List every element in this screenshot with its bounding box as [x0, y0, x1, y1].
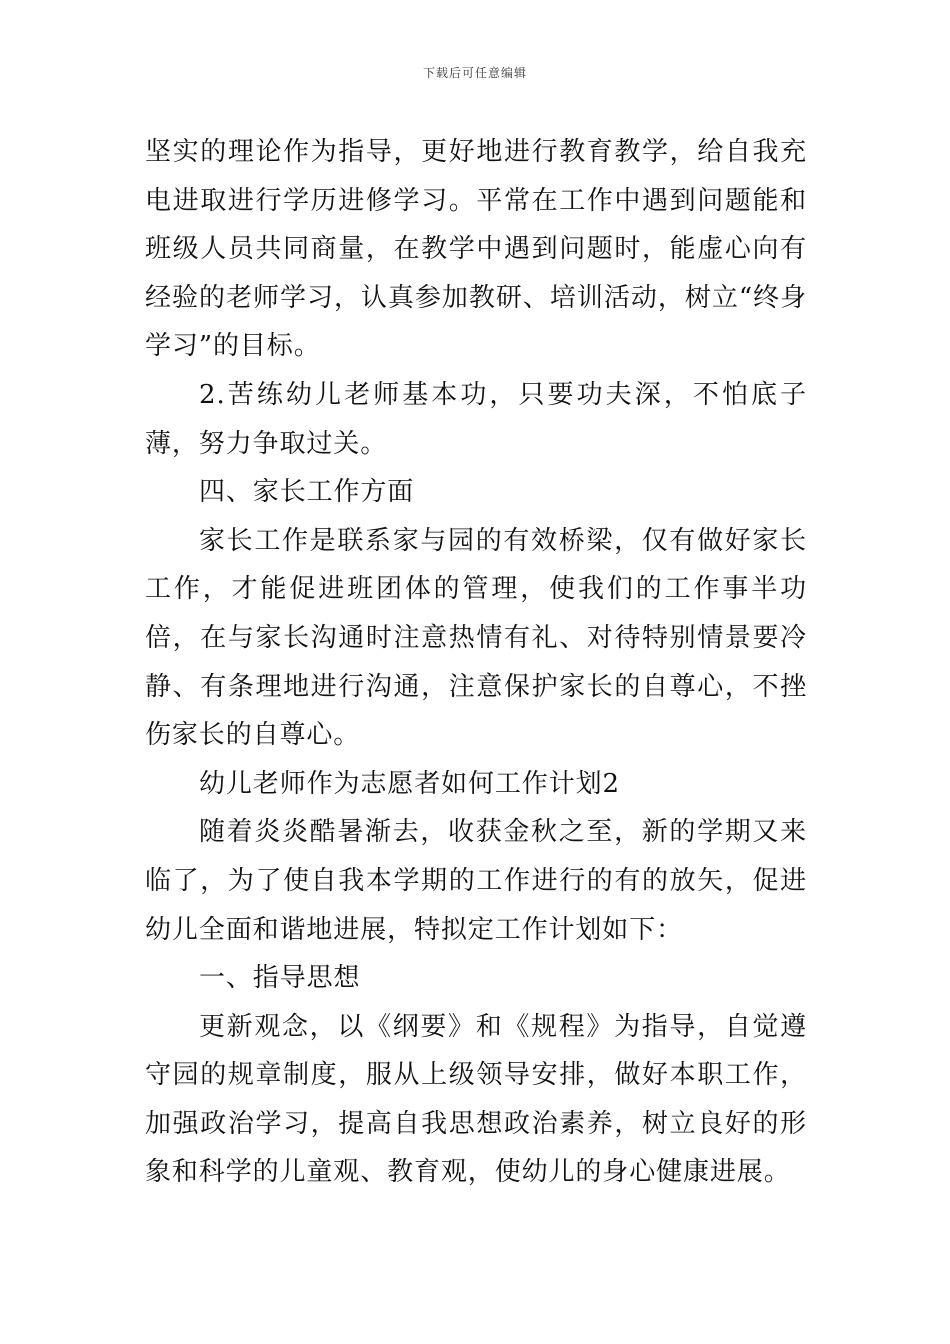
section-heading-parent-work: 四、家长工作方面: [199, 477, 415, 508]
document-body: [145, 128, 807, 1197]
page-header-note: 下载后可任意编辑: [422, 66, 527, 80]
paragraph-intro: 随着炎炎酷暑渐去，收获金秋之至，新的学期又来临了，为了使自我本学期的工作进行的有的放矢，促进幼儿全面和谐地进展，特拟定工作计划如下：: [145, 817, 807, 945]
document-subtitle-plan-2: 幼儿老师作为志愿者如何工作计划2: [199, 768, 620, 799]
paragraph-continuation: 坚实的理论作为指导，更好地进行教育教学，给自我充电进取进行学历进修学习。平常在工作中遇到问题能和班级人员共同商量，在教学中遇到问题时，能虚心向有经验的老师学习，认真参加教研、培训活动，树立“终身学习”的目标。: [145, 137, 807, 362]
paragraph-guiding-thought: 更新观念，以《纲要》和《规程》为指导，自觉遵守园的规章制度，服从上级领导安排，做好本职工作，加强政治学习，提高自我思想政治素养，树立良好的形象和科学的儿童观、教育观，使幼儿的身心健康进展。: [145, 1011, 807, 1188]
paragraph-parent-work: 家长工作是联系家与园的有效桥梁，仅有做好家长工作，才能促进班团体的管理，使我们的工作事半功倍，在与家长沟通时注意热情有礼、对待特别情景要冷静、有条理地进行沟通，注意保护家长的自尊心，不挫伤家长的自尊心。: [145, 525, 807, 751]
paragraph-basic-skills: 2.苦练幼儿老师基本功，只要功夫深，不怕底子薄，努力争取过关。: [145, 379, 807, 459]
section-heading-guiding-thought: 一、指导思想: [199, 963, 361, 994]
